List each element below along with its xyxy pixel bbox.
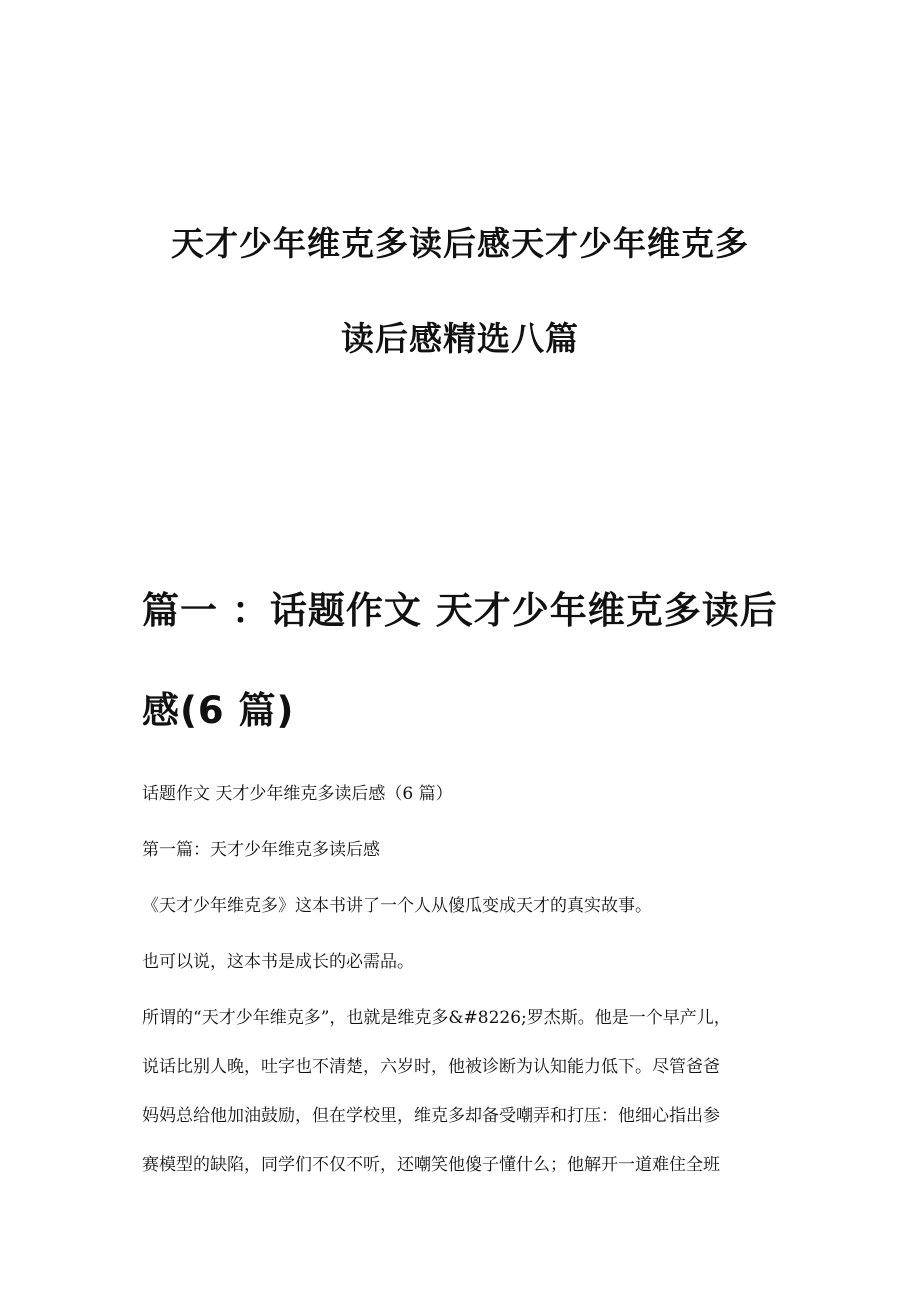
body-line: 说话比别人晚，吐字也不清楚，六岁时，他被诊断为认知能力低下。尽管爸爸 (142, 1057, 720, 1077)
document-title-line-1: 天才少年维克多读后感天才少年维克多 (171, 224, 749, 263)
body-line: 赛模型的缺陷，同学们不仅不听，还嘲笑他傻子懂什么；他解开一道难住全班 (142, 1155, 720, 1175)
section-title-line-1: 篇一 ：话题作文 天才少年维克多读后 (142, 589, 778, 632)
summary-paragraph: 也可以说，这本书是成长的必需品。 (142, 952, 414, 972)
body-line: 所谓的“天才少年维克多”，也就是维克多&#8226;罗杰斯。他是一个早产儿， (142, 1008, 731, 1028)
chapter-heading-paragraph: 第一篇：天才少年维克多读后感 (142, 840, 380, 860)
intro-paragraph: 《天才少年维克多》这本书讲了一个人从傻瓜变成天才的真实故事。 (142, 896, 652, 916)
section-title-line-2: 感(6 篇) (142, 689, 295, 732)
body-paragraph (142, 1006, 782, 1202)
body-line: 妈妈总给他加油鼓励，但在学校里，维克多却备受嘲弄和打压：他细心指出参 (142, 1106, 720, 1126)
subtitle-paragraph: 话题作文 天才少年维克多读后感（6 篇） (142, 784, 453, 804)
document-title-line-2: 读后感精选八篇 (341, 319, 579, 358)
